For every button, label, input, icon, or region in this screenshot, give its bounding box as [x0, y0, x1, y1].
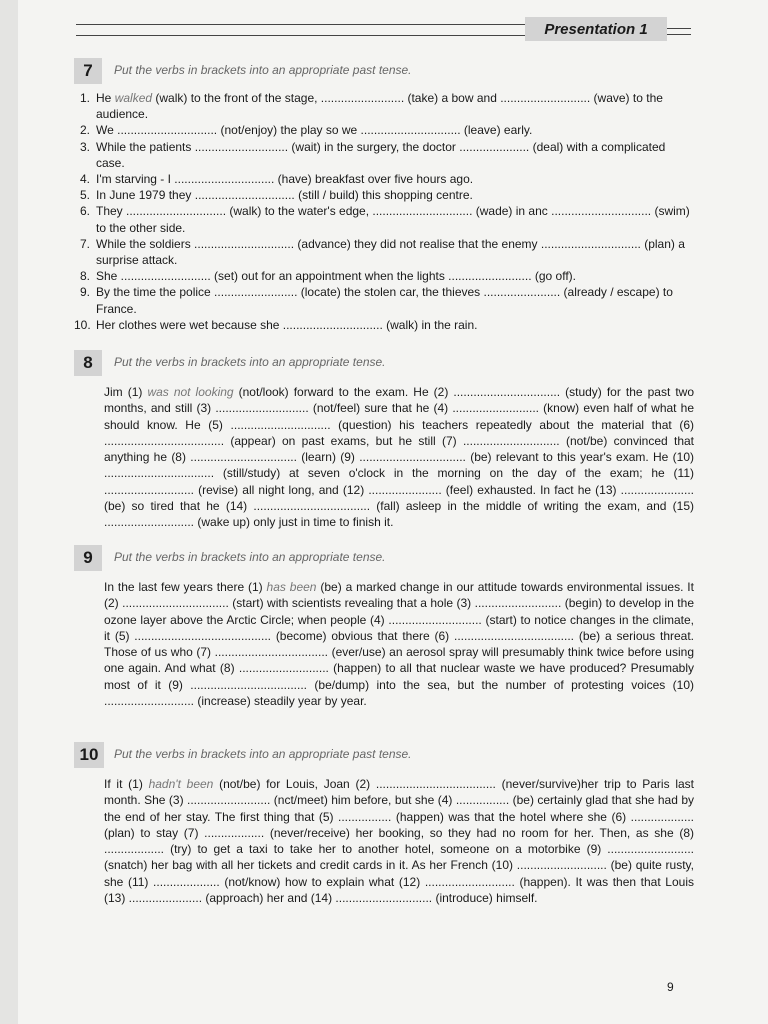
item-text-post: (walk) to the front of the stage, ......................... (take) a bow and ........................... (wave) to the audience.: [96, 91, 663, 122]
exercise-instruction: Put the verbs in brackets into an appropriate past tense.: [114, 63, 412, 77]
item-number: 8.: [79, 269, 90, 284]
exercise-9: [74, 545, 694, 709]
exercise-header: [74, 350, 694, 376]
exercise-header: [74, 58, 694, 84]
exercise-paragraph: [104, 579, 694, 709]
item-text: Her clothes were wet because she .............................. (walk) in the rain.: [96, 317, 478, 332]
paragraph-pre: If it (1): [104, 777, 149, 791]
exercise-instruction: Put the verbs in brackets into an appropriate past tense.: [114, 747, 412, 761]
item-number: 1.: [79, 91, 90, 105]
exercise-number: 8: [74, 350, 102, 376]
list-item: [74, 187, 694, 203]
item-text-pre: He: [96, 91, 115, 105]
header-rule-right-bottom: [667, 34, 691, 35]
item-text: She ........................... (set) out for an appointment when the lights ......................... (go off).: [96, 269, 576, 284]
example-answer: hadn't been: [148, 777, 214, 791]
exercise-header: [74, 742, 694, 768]
item-text: We .............................. (not/enjoy) the play so we .............................. (leave) early.: [96, 123, 533, 138]
exercise-10: [74, 742, 694, 906]
list-item: [74, 284, 694, 316]
list-item: [74, 317, 694, 333]
item-number: 2.: [79, 123, 90, 138]
list-item: [74, 203, 694, 235]
exercise-header: [74, 545, 694, 571]
exercise-paragraph: [104, 776, 694, 906]
item-number: 4.: [79, 172, 90, 187]
exercise-number: 7: [74, 58, 102, 84]
item-number: 10.: [74, 317, 91, 332]
paragraph-post: (not/be) for Louis, Joan (2) .................................... (never/survive)her trip to Paris last month. She (3) ......................... (nct/meet) him before, but she (4) ................ (be) certainly glad that she had by the end of her stay. The first thing that (5) ................ (happen) was that the hotel where she (6) ................... (plan) to stay (7) .................. (never/receive) her booking, so they had no room for her. Then, as she (8) .................. (try) to get a taxi to take her to another hotel, someone on a motorbike (9) .......................... (snatch) her bag with all her tickets and credit cards in it. As her French (10) ........................... (be) quite rusty, she (11) .................... (not/know) how to explain what (12) ........................... (happen). It was then that Louis (13) ...................... (approach) her and (14) ............................. (introduce) himself.: [104, 777, 695, 906]
list-item: [74, 90, 694, 122]
example-answer: was not looking: [147, 385, 234, 399]
example-answer: walked: [114, 91, 153, 105]
item-text: They .............................. (walk) to the water's edge, .............................. (wade) in anc .............................. (swim) to the other side.: [96, 204, 690, 235]
list-item: [74, 171, 694, 187]
item-text: While the patients ............................ (wait) in the surgery, the doctor ..................... (deal) with a complicated case.: [96, 139, 666, 170]
exercise-number: 10: [74, 742, 104, 768]
list-item: [74, 236, 694, 268]
item-text: While the soldiers .............................. (advance) they did not realise that the enemy .............................. (plan) a surprise attack.: [96, 236, 685, 268]
item-number: 5.: [79, 188, 90, 203]
item-number: 9.: [79, 285, 90, 300]
item-number: 3.: [79, 139, 90, 154]
exercise-paragraph: [104, 384, 694, 531]
section-title: Presentation 1: [525, 17, 667, 41]
page-number: 9: [667, 980, 674, 994]
item-text: By the time the police ......................... (locate) the stolen car, the thieves ....................... (already / escape) to France.: [96, 285, 673, 316]
paragraph-post: (be) a marked change in our attitude towards environmental issues. It (2) ................................ (start) with scientists revealing that a hole (3) .......................... (begin) to develop in the ozone layer above the Arctic Circle; when people (4) ............................ (start) to notice changes in the climate, it (5) ......................................... (become) obvious that there (6) .................................... (be) a serious threat. Those of us who (7) .................................. (ever/use) an aerosol spray will presumably think twice before using one again. And what (8) ........................... (happen) to all that nuclear waste we have produced? Presumably most of it (9) ................................... (be/dump) into the sea, but the number of protesting voices (10) ........................... (increase) steadily year by year.: [104, 580, 694, 709]
list-item: [74, 122, 694, 138]
exercise-number: 9: [74, 545, 102, 571]
list-item: [74, 139, 694, 171]
header-rule-bottom: [76, 35, 526, 36]
item-text: [96, 90, 694, 122]
item-number: 7.: [79, 236, 90, 251]
exercise-instruction: Put the verbs in brackets into an appropriate tense.: [114, 550, 386, 564]
item-text: I'm starving - I .............................. (have) breakfast over five hours ago.: [96, 172, 474, 187]
paragraph-post: (not/look) forward to the exam. He (2) ................................ (study) for the past two months, and still (3) ............................ (not/feel) sure that he (4) .......................... (know) even half of what he should know. He (5) .............................. (question) his teachers repeatedly about the material that (6) .................................... (appear) on past exams, but he still (7) ............................. (not/be) convinced that anything he (8) ................................ (learn) (9) ................................ (be) relevant to this year's exam. He (10) ................................. (still/study) at seven o'clock in the morning on the day of the exam; he (11) ........................... (revise) all night long, and (12) ...................... (feel) exhausted. In fact he (13) ...................... (be) so tired that he (14) ................................... (fall) asleep in the middle of writing the exam, and (15) ........................... (wake up) only just in time to finish it.: [104, 385, 695, 530]
paragraph-pre: Jim (1): [104, 385, 148, 399]
item-text: In June 1979 they .............................. (still / build) this shopping centre.: [96, 188, 473, 203]
exercise-7: [74, 58, 694, 333]
exercise-7-items: [74, 90, 694, 333]
header-rule-right-top: [667, 28, 691, 29]
paragraph-pre: In the last few years there (1): [104, 580, 267, 594]
page-gutter: [0, 0, 18, 1024]
exercise-8: [74, 350, 694, 531]
exercise-instruction: Put the verbs in brackets into an appropriate tense.: [114, 355, 386, 369]
example-answer: has been: [266, 580, 317, 594]
header-rule-top: [76, 24, 526, 25]
item-number: 6.: [79, 204, 90, 219]
list-item: [74, 268, 694, 284]
